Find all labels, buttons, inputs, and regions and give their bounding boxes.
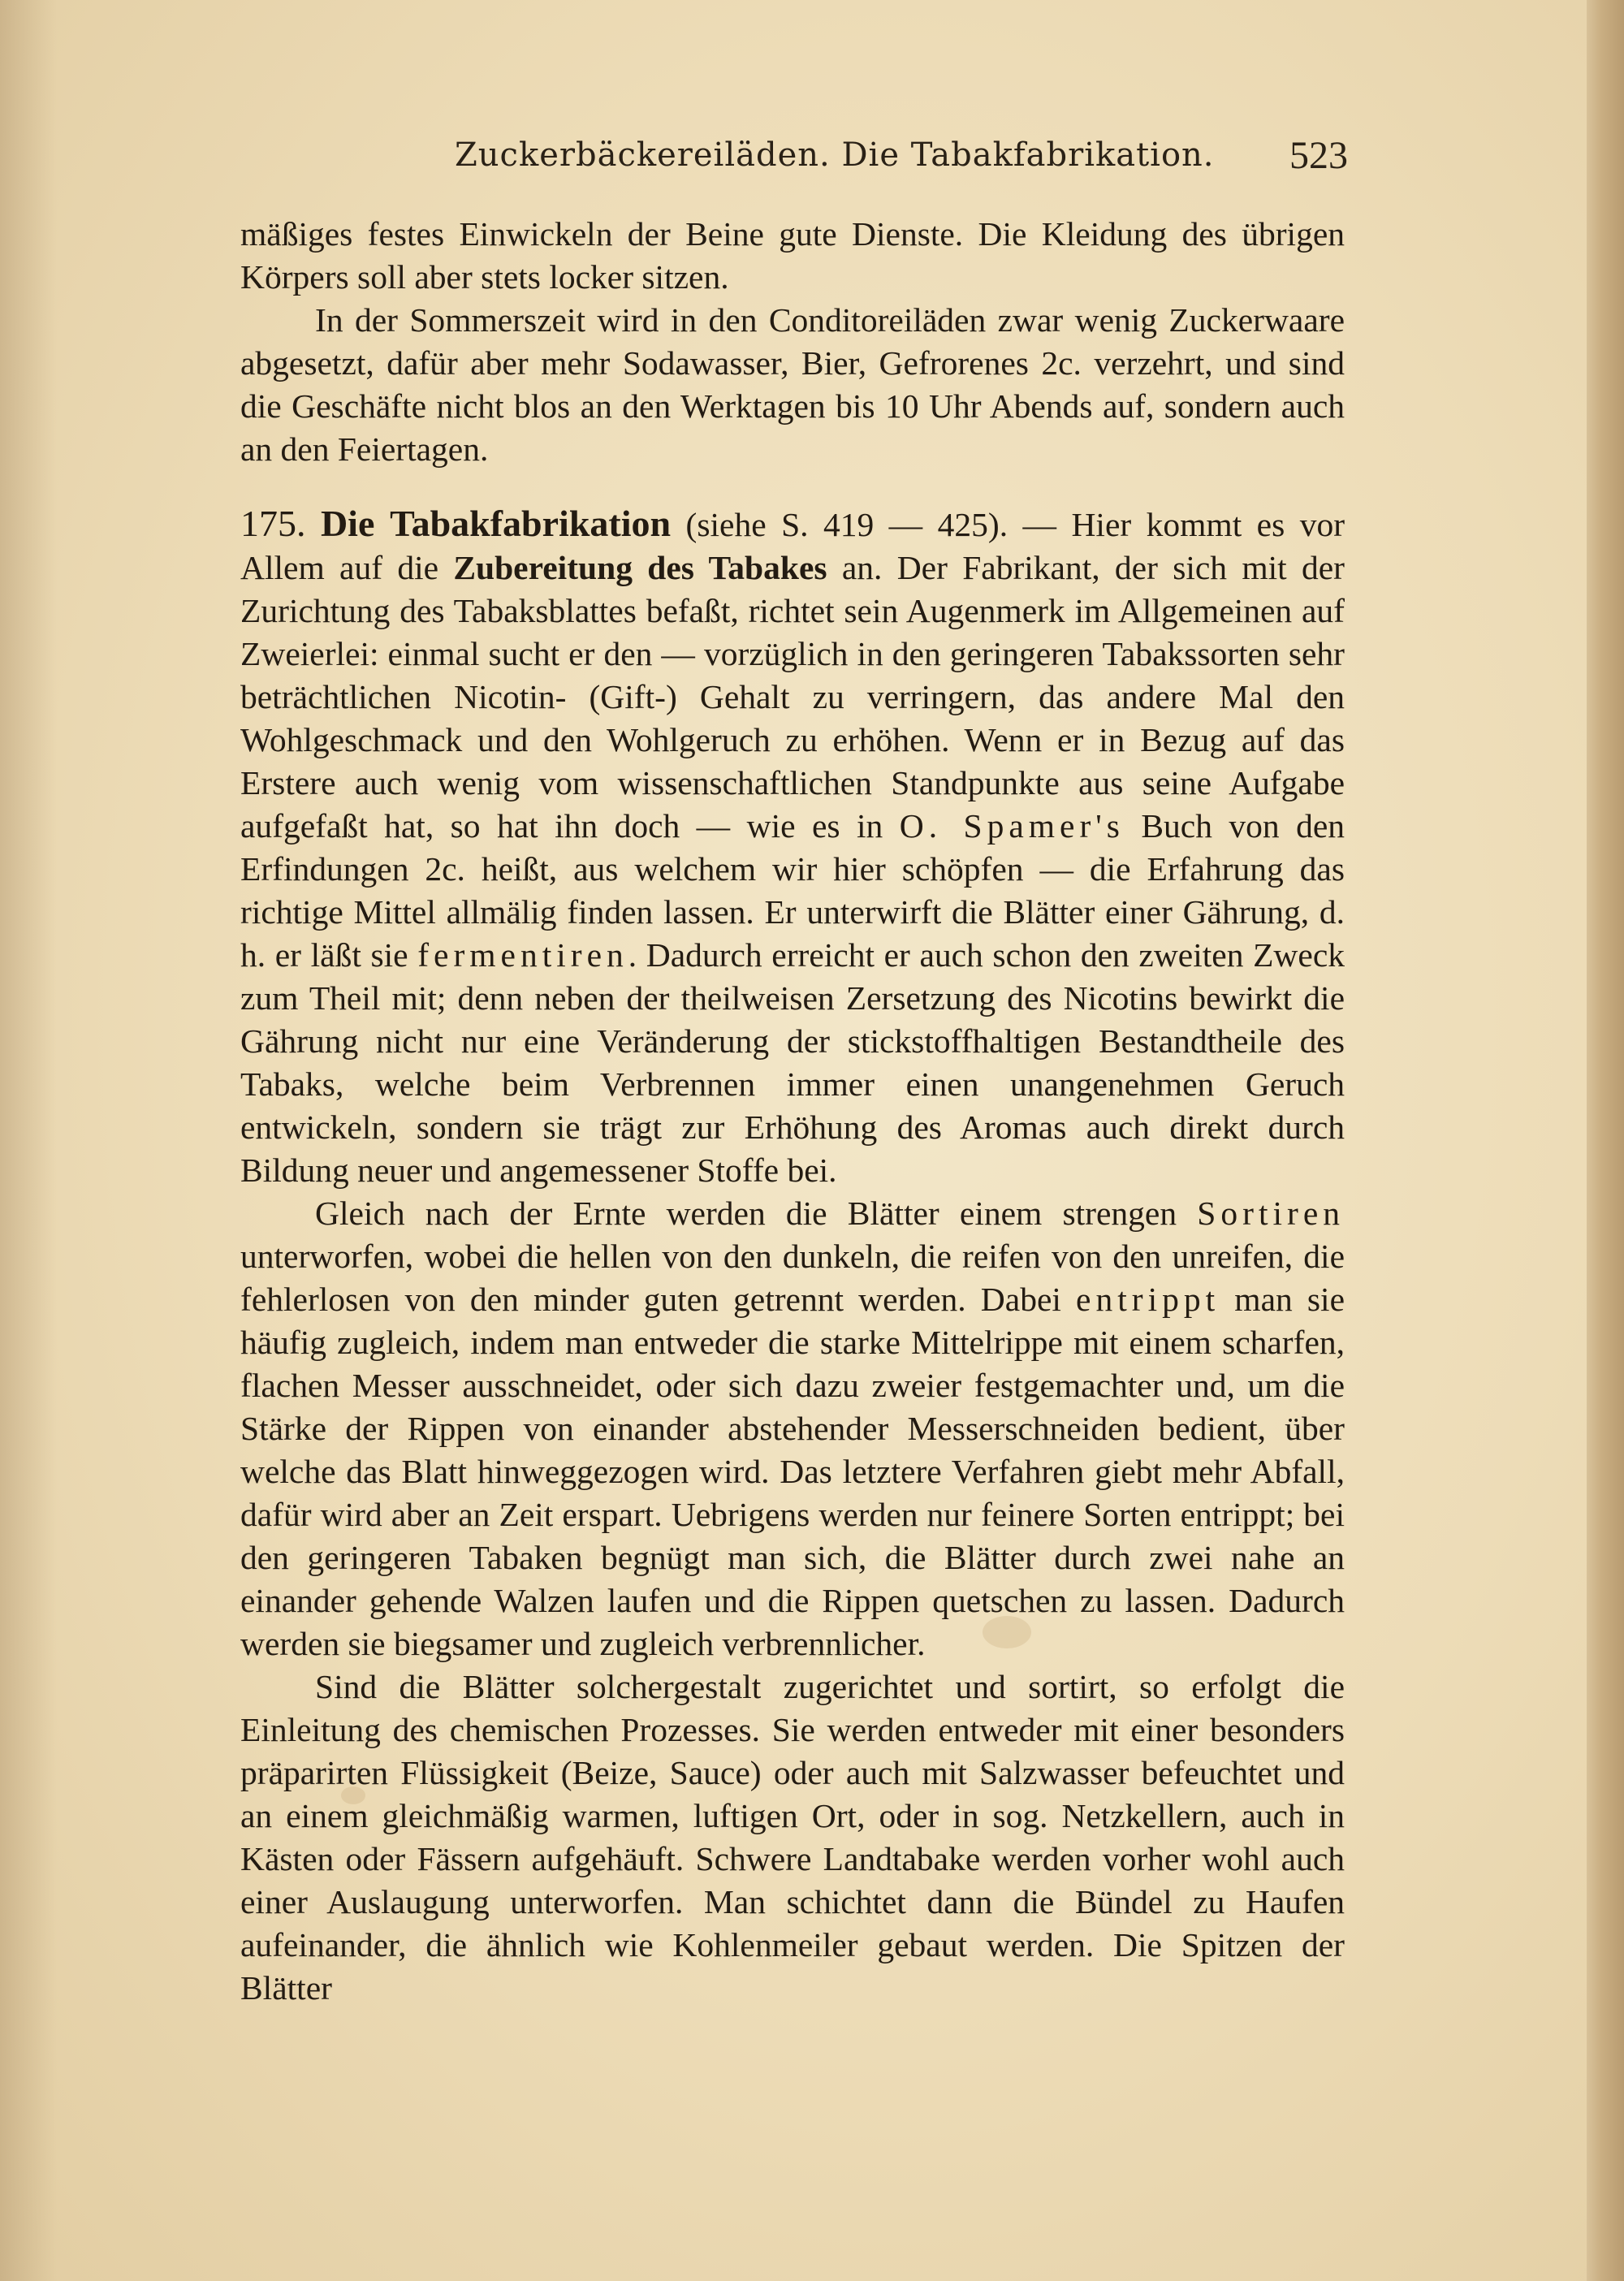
section-number: 175.: [240, 503, 306, 544]
running-head: [244, 130, 1348, 187]
spaced-term: Sortiren: [1197, 1195, 1345, 1232]
paragraph-continuation: mäßiges festes Einwickeln der Beine gute Dienste. Die Kleidung des übrigen Körpers soll aber stets locker sitzen.: [240, 215, 1345, 296]
page-number: 523: [1289, 134, 1348, 177]
page-edge: [1587, 0, 1624, 2281]
paragraph-summer: In der Sommerszeit wird in den Conditoreiläden zwar wenig Zuckerwaare abgesetzt, dafür aber mehr Sodawasser, Bier, Gefrorenes 2c. verzehrt, und sind die Geschäfte nicht blos an den Werktagen bis 10 Uhr Abends auf, sondern auch an den Feiertagen.: [240, 301, 1345, 468]
spaced-term: entrippt: [1076, 1281, 1220, 1318]
paragraph-text: unterworfen, wobei die hellen von den dunkeln, die reifen von den unreifen, die fehlerlosen von den minder guten getrennt werden. Dabei: [240, 1238, 1345, 1318]
spaced-author-name: O. Spamer's: [899, 807, 1125, 845]
section-text: (siehe S. 419 — 425). — Hier kommt es vor Allem auf die: [240, 506, 1345, 586]
section-spacer: [240, 471, 1345, 502]
running-title: Zuckerbäckereiläden. Die Tabakfabrikation.: [455, 136, 1215, 174]
paragraph-fermentation: Sind die Blätter solchergestalt zugerichtet und sortirt, so erfolgt die Einleitung des chemischen Prozesses. Sie werden entweder mit einer besonders präparirten Flüssigkeit (Beize, Sauce) oder auch mit Salzwasser befeuchtet und an einem gleichmäßig warmen, luftigen Ort, oder in sog. Netzkellern, auch in Kästen oder Fässern aufgehäuft. Schwere Landtabake werden vorher wohl auch einer Auslaugung unterworfen. Man schichtet dann die Bündel zu Haufen aufeinander, die ähnlich wie Kohlenmeiler gebaut werden. Die Spitzen der Blätter: [240, 1668, 1345, 2007]
section-title: Die Tabakfabrikation: [320, 503, 672, 544]
section-175: [240, 502, 1345, 1192]
section-text: Buch von den Erfindungen 2c. heißt, aus welchem wir hier schöpfen — die Erfahrung das richtige Mittel allmälig finden lassen. Er unterwirft die Blätter einer Gährung, d. h. er läßt sie: [240, 807, 1345, 974]
paragraph-sorting: [240, 1192, 1345, 1665]
paragraph-text: man sie häufig zugleich, indem man entweder die starke Mittelrippe mit einem scharfen, flachen Messer ausschneidet, oder sich dazu zweier festgemachter und, um die Stärke der Rippen von einander abstehender Messerschneiden bedient, über welche das Blatt hinweggezogen wird. Das letztere Verfahren giebt mehr Abfall, dafür wird aber an Zeit erspart. Uebrigens werden nur feinere Sorten entrippt; bei den geringeren Tabaken begnügt man sich, die Blätter durch zwei nahe an einander gehende Walzen laufen und die Rippen quetschen zu lassen. Dadurch werden sie biegsamer und zugleich verbrennlicher.: [240, 1281, 1345, 1662]
body-text: [240, 213, 1345, 2010]
section-text: an. Der Fabrikant, der sich mit der Zurichtung des Tabaksblattes befaßt, richtet sein Augenmerk im Allgemeinen auf Zweierlei: einmal sucht er den — vorzüglich in den geringeren Tabakssorten sehr beträchtlichen Nicotin- (Gift-) Gehalt zu verringern, das andere Mal den Wohlgeschmack und den Wohlgeruch zu erhöhen. Wenn er in Bezug auf das Erstere auch wenig vom wissenschaftlichen Standpunkte aus seine Aufgabe aufgefaßt hat, so hat ihn doch — wie es in: [240, 549, 1345, 845]
gutter-shadow: [0, 0, 57, 2281]
emphasized-phrase: Zubereitung des Tabakes: [453, 549, 827, 586]
paragraph-text: Gleich nach der Ernte werden die Blätter einem strengen: [315, 1195, 1198, 1232]
spaced-term: fermentiren: [417, 936, 628, 974]
section-text: . Dadurch erreicht er auch schon den zweiten Zweck zum Theil mit; denn neben der theilweisen Zersetzung des Nicotins bewirkt die Gährung nicht nur eine Veränderung der stickstoffhaltigen Bestandtheile des Tabaks, welche beim Verbrennen immer einen unangenehmen Geruch entwickeln, sondern sie trägt zur Erhöhung des Aromas auch direkt durch Bildung neuer und angemessener Stoffe bei.: [240, 936, 1345, 1189]
